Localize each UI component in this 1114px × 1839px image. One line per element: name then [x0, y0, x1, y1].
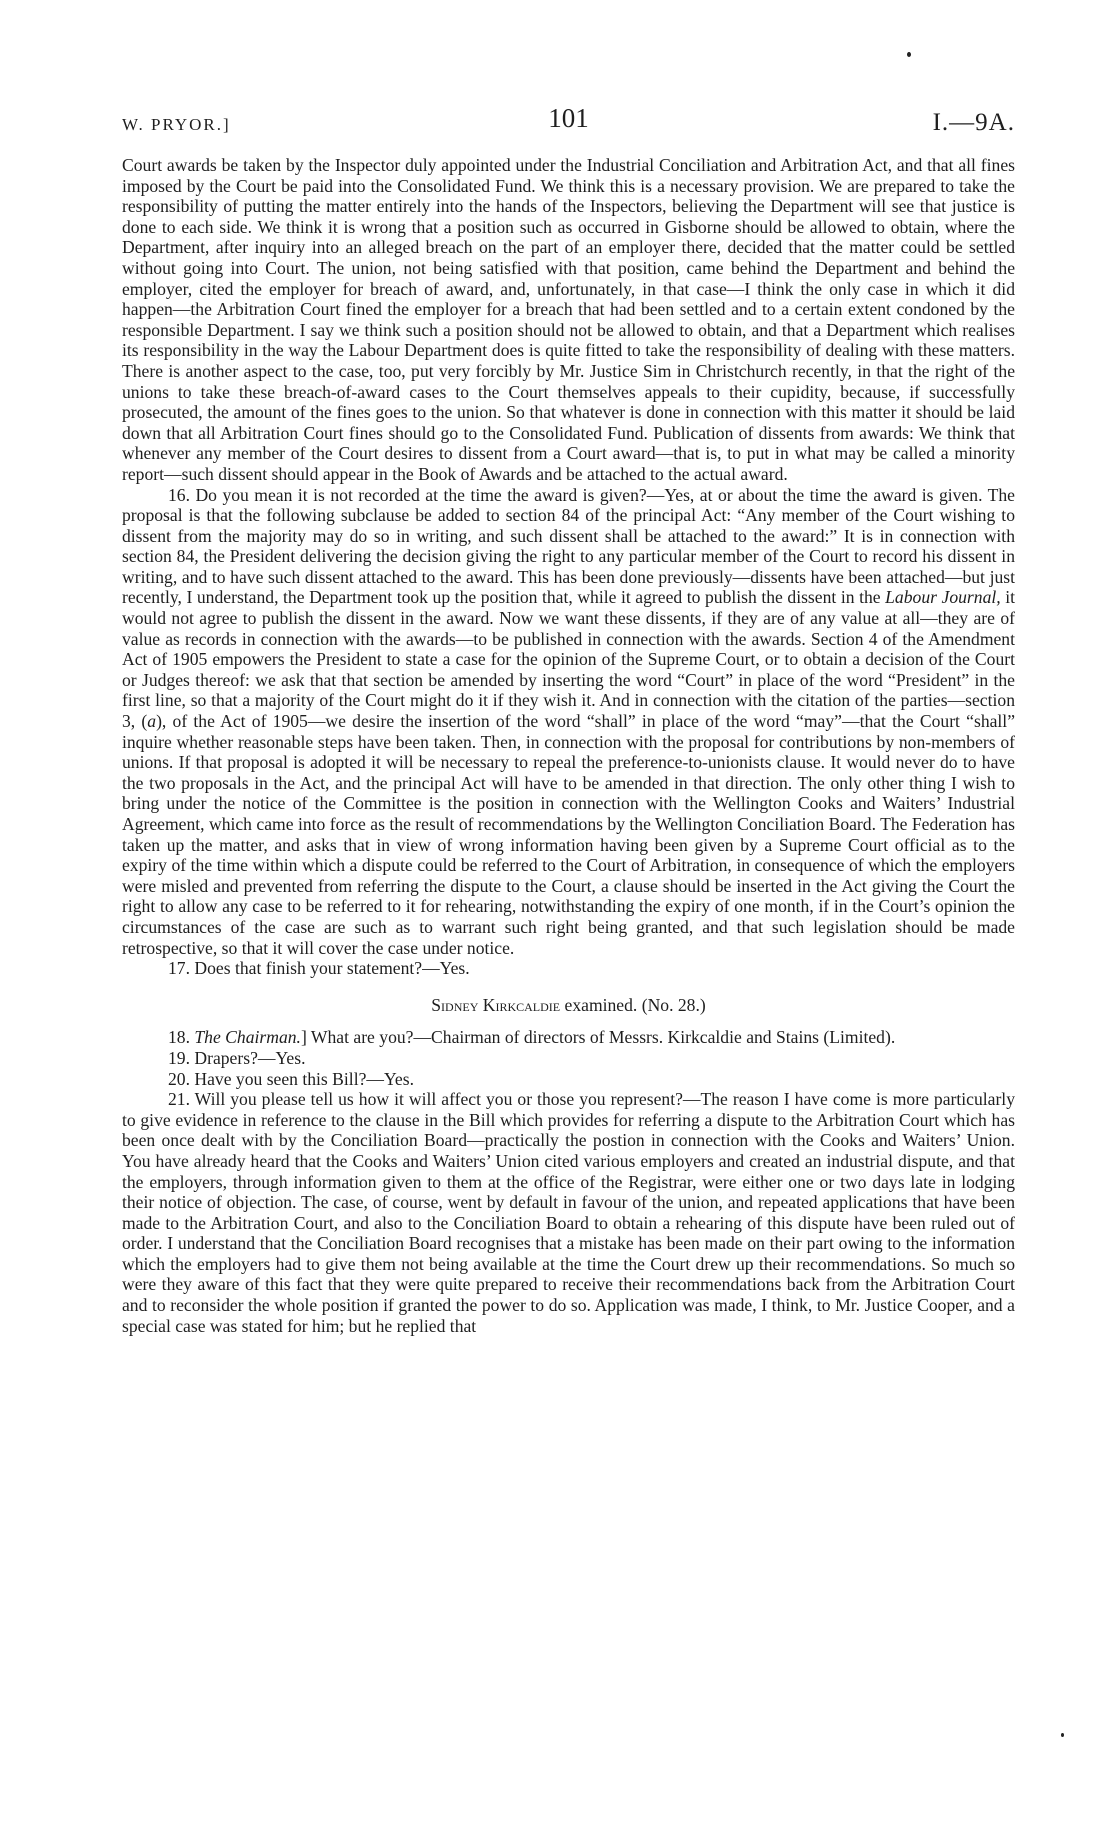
paragraph-16-part-c: ), of the Act of 1905—we desire the insertion of the word “shall” in place of the word “may”—that the Court “shall” inquire whether reasonable steps have been taken. Then, in connection with the proposal for contributions by non-members of unions. If that proposal is adopted it will be necessary to repeal the preference-to-unionists clause. It would never do to have the two proposals in the Act, and the principal Act will have to be amended in that direction. The only other thing I wish to bring under the notice of the Committee is the position in connection with the Wellington Cooks and Waiters’ Industrial Agreement, which came into force as the result of recommendations by the Wellington Conciliation Board. The Federation has taken up the matter, and asks that in view of wrong information having been given by a Supreme Court official as to the expiry of the time within which a dispute could be referred to the Court of Arbitration, in consequence of which the employers were misled and prevented from referring the dispute to the Court, a clause should be inserted in the Act giving the Court the right to allow any case to be referred to it for rehearing, notwithstanding the expiry of one month, if in the Court’s opinion the circumstances of the case are such as to warrant such right being granted, and that such legislation should be made retrospective, so that it will cover the case under notice.	[122, 711, 1016, 958]
paragraph-17: 17. Does that finish your statement?—Yes.	[168, 958, 470, 979]
document-reference: I.—9A.	[932, 109, 1015, 136]
paragraph-16	[122, 485, 1015, 959]
witness-heading-rest: examined. (No. 28.)	[560, 994, 706, 1015]
subsection-letter: a	[147, 711, 157, 732]
paragraph-18-text: ] What are you?—Chairman of directors of Messrs. Kirkcaldie and Stains (Limited).	[300, 1027, 896, 1048]
paragraph-continuation: Court awards be taken by the Inspector duly appointed under the Industrial Conciliation and Arbitration Act, and that all fines imposed by the Court be paid into the Consolidated Fund. We think this is a necessary provision. We are prepared to take the responsibility of putting the matter entirely into the hands of the Inspectors, believing the Department will see that justice is done to each side. We think it is wrong that a position such as occurred in Gisborne should be allowed to obtain, where the Department, after inquiry into an alleged breach on the part of an employer there, decided that the matter could be settled without going into Court. The union, not being satisfied with that position, came behind the Department and behind the employer, cited the employer for breach of award, and, unfortunately, in that case—I think the only case in which it did happen—the Arbitration Court fined the employer for a breach that had been settled and to a certain extent condoned by the responsible Department. I say we think such a position should not be allowed to obtain, and that a Department which realises its responsibility in the way the Labour Department does is quite fitted to take the responsibility of dealing with these matters. There is another aspect to the case, too, put very forcibly by Mr. Justice Sim in Christchurch recently, in that the right of the unions to take these breach-of-award cases to the Court themselves appeals to their cupidity, because, if successfully prosecuted, the amount of the fines goes to the union. So that whatever is done in connection with this matter it should be laid down that all Arbitration Court fines should go to the Consolidated Fund. Publication of dissents from awards: We think that whenever any member of the Court desires to dissent from a Court award—that is, to put in what may be called a minority report—such dissent should appear in the Book of Awards and be attached to the actual award.	[122, 155, 1015, 484]
body-text	[122, 155, 1015, 1336]
paragraph-16-part-a: 16. Do you mean it is not recorded at the time the award is given?—Yes, at or about the time the award is given. The proposal is that the following subclause be added to section 84 of the principal Act: “Any member of the Court wishing to dissent from the majority may do so in writing, and such dissent shall be attached to the award:” It is in connection with section 84, the President delivering the decision giving the right to any particular member of the Court to record his dissent in writing, and to have such dissent attached to the award. This has been done previously—dissents have been attached—but just recently, I understand, the Department took up the position that, while it agreed to publish the dissent in the	[122, 484, 1015, 608]
paragraph-16-part-b: it would not agree to publish the dissent in the award. Now we want these dissents, if they are of any value at all—they are of value as records in connection with the awards—to be published in connection with the awards. Section 4 of the Amendment Act of 1905 empowers the President to state a case for the opinion of the Supreme Court, or to obtain a decision of the Court or Judges thereof: we ask that that section be amended by inserting the word “Court” in place of the word “President” in the first line, so that a majority of the Court might do it if they wish it. And in connection with the citation of the parties—section 3, (	[122, 587, 1015, 732]
witness-heading	[122, 995, 1015, 1016]
paragraph-21: 21. Will you please tell us how it will affect you or those you represent?—The reason I have come is more particularly to give evidence in reference to the clause in the Bill which provides for referring a dispute to the Arbitration Court which has been once dealt with by the Conciliation Board—practically the postion in connection with the Cooks and Waiters’ Union. You have already heard that the Cooks and Waiters’ Union cited various employers and created an industrial dispute, and that the employers, through information given to them at the office of the Registrar, were either one or two days late in lodging their notice of objection. The case, of course, went by default in favour of the union, and repeated applications that have been made to the Arbitration Court, and also to the Conciliation Board to obtain a rehearing of this dispute have been ruled out of order. I understand that the Conciliation Board recognises that a mistake has been made on their part owing to the information which the employers had to give them not being available at the time the Court drew up their recommendations. So much so were they aware of this fact that they were quite prepared to receive their recommendations back from the Arbitration Court and to reconsider the whole position if granted the power to do so. Application was made, I think, to Mr. Justice Cooper, and a special case was stated for him; but he replied that	[122, 1089, 1015, 1336]
paragraph-18-number: 18.	[168, 1027, 195, 1048]
page-number: 101	[548, 103, 589, 133]
ink-speck	[1061, 1733, 1064, 1737]
speaker-label: The Chairman.	[194, 1027, 301, 1048]
witness-name: W. PRYOR.]	[122, 115, 231, 134]
ink-speck	[907, 52, 911, 57]
paragraph-19: 19. Drapers?—Yes.	[168, 1047, 306, 1068]
journal-title: Labour Journal,	[885, 587, 1001, 608]
paragraph-20: 20. Have you seen this Bill?—Yes.	[168, 1068, 414, 1089]
paragraph-18	[122, 1027, 1015, 1048]
page-header	[122, 103, 1015, 143]
witness-heading-name: Sidney Kirkcaldie	[431, 994, 561, 1015]
